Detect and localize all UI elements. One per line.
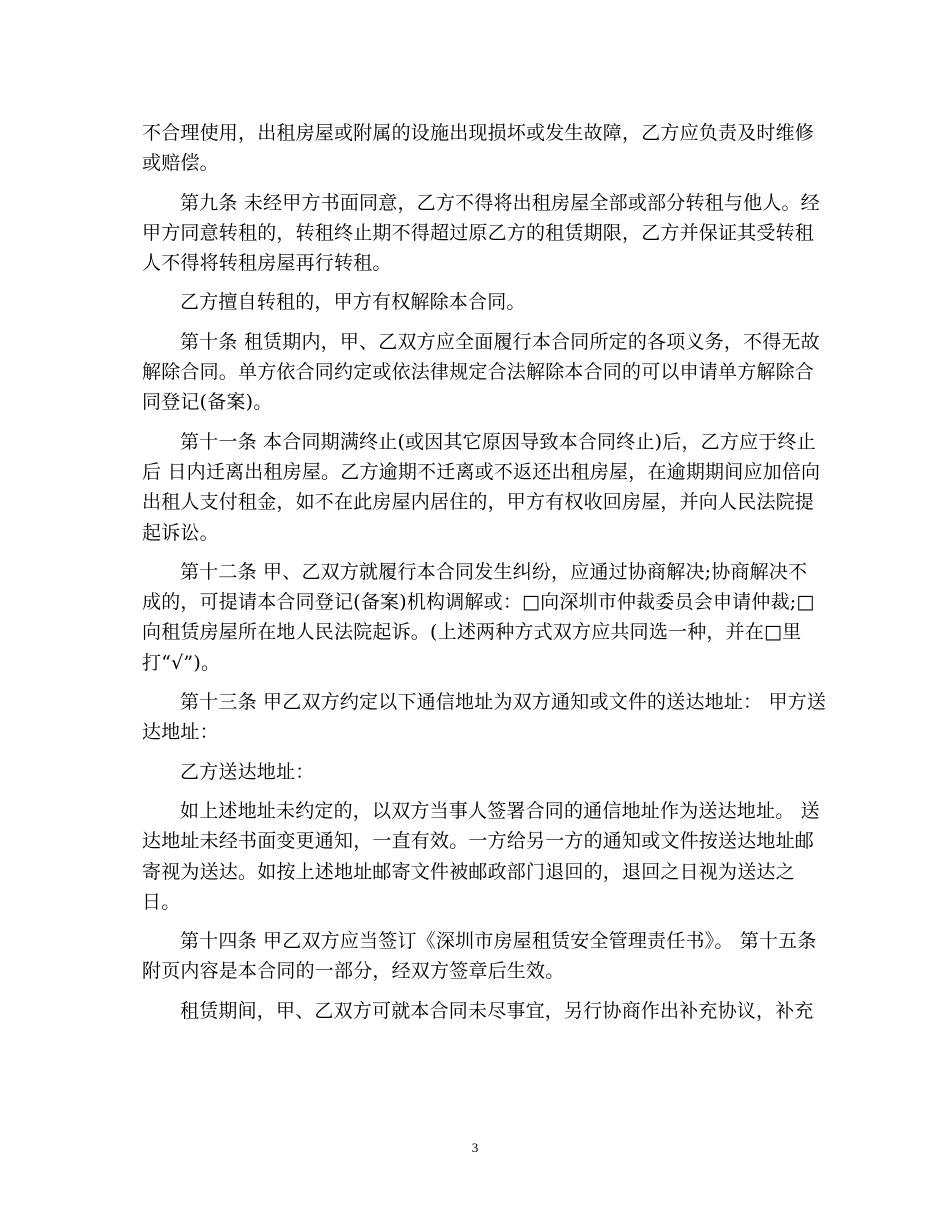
text-line: 附页内容是本合同的一部分，经双方签章后生效。 [142, 960, 565, 983]
paragraph [142, 427, 821, 548]
text-line: 达地址未经书面变更通知，一直有效。一方给另一方的通知或文件按送达地址邮 [142, 830, 815, 853]
paragraph [142, 188, 820, 279]
text-line: 人不得将转租房屋再行转租。 [142, 252, 392, 275]
paragraph [142, 996, 814, 1026]
paragraph [142, 327, 820, 418]
text-line: 寄视为送达。如按上述地址邮寄文件被邮政部门退回的，退回之日视为送达之 [142, 860, 795, 883]
text-line: 甲方同意转租的，转租终止期不得超过原乙方的租赁期限，乙方并保证其受转租 [142, 221, 815, 244]
text-line: 打“√”)。 [142, 651, 221, 674]
text-line: 乙方送达地址： [180, 760, 315, 783]
page-number: 3 [471, 1140, 479, 1155]
text-line: 解除合同。单方依合同约定或依法律规定合法解除本合同的可以申请单方解除合 [142, 361, 815, 384]
text-line: 第十二条 甲、乙双方就履行本合同发生纠纷，应通过协商解决;协商解决不 [180, 560, 808, 583]
paragraph [142, 557, 814, 678]
text-line: 第十条 租赁期内，甲、乙双方应全面履行本合同所定的各项义务，不得无故 [180, 330, 820, 353]
document-body [142, 118, 827, 1026]
text-line: 日。 [142, 890, 181, 913]
text-line: 第十一条 本合同期满终止(或因其它原因导致本合同终止)后，乙方应于终止 [180, 430, 816, 453]
text-line: 向租赁房屋所在地人民法院起诉。(上述两种方式双方应共同选一种，并在□里 [142, 621, 802, 644]
paragraph [142, 757, 814, 787]
paragraph [142, 796, 820, 917]
text-line: 第九条 未经甲方书面同意，乙方不得将出租房屋全部或部分转租与他人。经 [180, 191, 820, 214]
text-line: 出租人支付租金，如不在此房屋内居住的，甲方有权收回房屋，并向人民法院提 [142, 491, 815, 514]
text-line: 如上述地址未约定的，以双方当事人签署合同的通信地址作为送达地址。 送 [180, 799, 820, 822]
text-line: 起诉讼。 [142, 521, 219, 544]
paragraph [142, 926, 817, 987]
paragraph [142, 687, 827, 748]
text-line: 同登记(备案)。 [142, 391, 273, 414]
paragraph [142, 118, 814, 179]
text-line: 第十三条 甲乙双方约定以下通信地址为双方通知或文件的送达地址： 甲方送 [180, 691, 827, 714]
paragraph [142, 287, 814, 317]
text-line: 乙方擅自转租的，甲方有权解除本合同。 [180, 291, 526, 314]
text-line: 不合理使用，出租房屋或附属的设施出现损坏或发生故障，乙方应负责及时维修 [142, 122, 815, 144]
text-line: 后 日内迁离出租房屋。乙方逾期不迁离或不返还出租房屋，在逾期期间应加倍向 [142, 460, 821, 483]
text-line: 成的，可提请本合同登记(备案)机构调解或：□向深圳市仲裁委员会申请仲裁;□ [142, 591, 815, 614]
text-line: 达地址： [142, 721, 219, 744]
text-line: 或赔偿。 [142, 152, 219, 175]
text-line: 第十四条 甲乙双方应当签订《深圳市房屋租赁安全管理责任书》。 第十五条 [180, 930, 817, 953]
text-line: 租赁期间，甲、乙双方可就本合同未尽事宜，另行协商作出补充协议，补充 [180, 999, 814, 1022]
